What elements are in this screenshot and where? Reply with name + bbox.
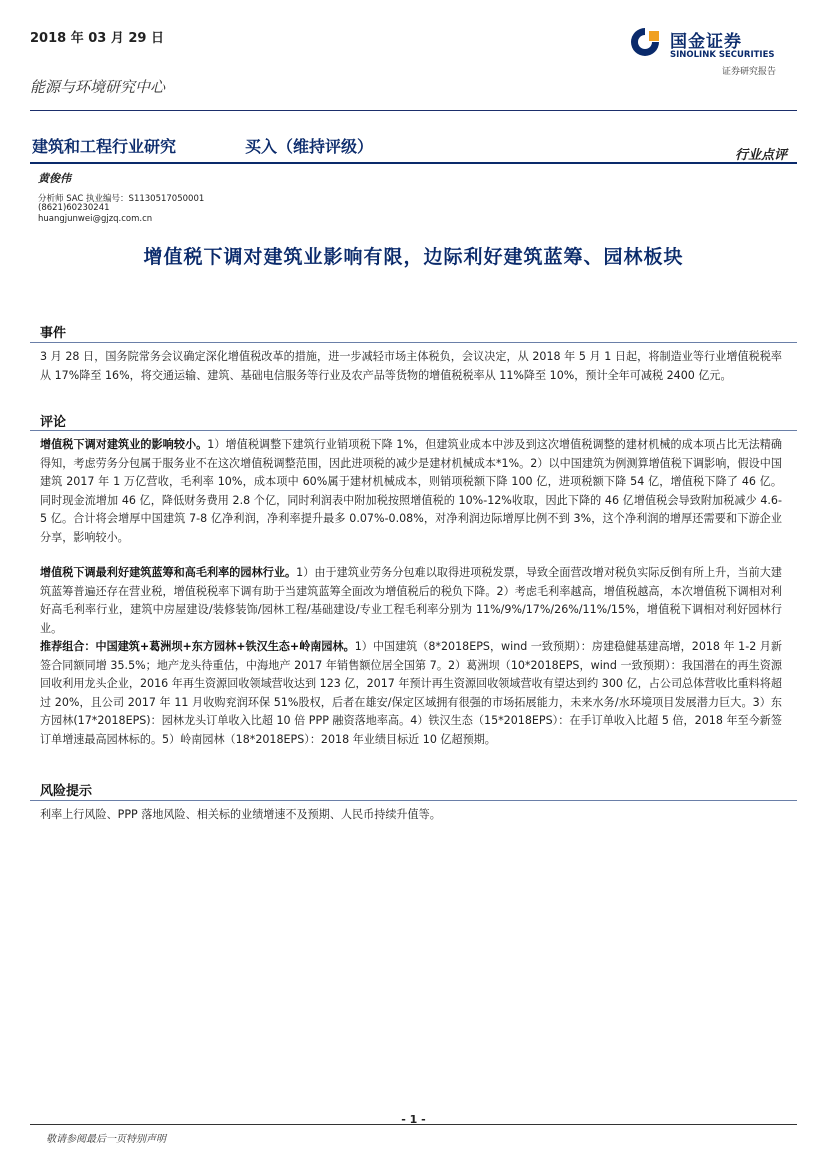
paragraph-1-lead: 增值税下调对建筑业的影响较小。 <box>40 438 208 451</box>
analyst-email: huangjunwei@gjzq.com.cn <box>38 214 153 224</box>
footer-disclaimer: 敬请参阅最后一页特别声明 <box>46 1134 166 1145</box>
comment-divider <box>30 430 797 431</box>
page-number: - 1 - <box>401 1113 426 1126</box>
report-title: 增值税下调对建筑业影响有限，边际利好建筑蓝筹、园林板块 <box>143 246 684 268</box>
footer-divider <box>30 1124 797 1125</box>
logo-subtitle: 证券研究报告 <box>722 67 777 77</box>
logo-en-name: SINOLINK SECURITIES <box>670 50 775 60</box>
analyst-name: 黄俊伟 <box>38 172 71 185</box>
paragraph-3-lead: 推荐组合：中国建筑+葛洲坝+东方园林+铁汉生态+岭南园林。 <box>40 640 355 653</box>
analyst-phone: (8621)60230241 <box>38 203 110 213</box>
event-heading: 事件 <box>40 326 67 341</box>
paragraph-1-text: 1）增值税调整下建筑行业销项税下降 1%，但建筑业成本中涉及到这次增值税调整的建材机械的成本项占比无法精确得知，考虑劳务分包属于服务业不在这次增值税调整范围，因此进项税的减少是建材机械成本*1%。2）以中国建筑为例测算增值税下调影响，假设中国建筑 2017 年 1 万亿营收，毛利率 10%，成本项中 60%属于建材机械成本，则销项税额下降 100 亿，进项税额下降 54 亿，增值税下降了 46 亿。同时现金流增加 46 亿，降低财务费用 2.8 个亿，同时利润表中附加税按照增值税的 10%-12%收取，因此下降的 46 亿增值税会导致附加税减少 4.6-5 亿。合计将会增厚中国建筑 7-8 亿净利润，净利率提升最多 0.07%-0.08%，对净利润边际增厚比例不到 3%，这个净利润的增厚还需要和下游企业分享，影响较小。 <box>40 438 782 544</box>
header-divider <box>30 110 797 111</box>
risk-heading: 风险提示 <box>40 784 93 799</box>
comment-paragraph-2 <box>40 564 782 638</box>
doc-type-label: 行业点评 <box>734 148 787 163</box>
headline-divider <box>30 162 797 164</box>
paragraph-2-lead: 增值税下调最利好建筑蓝筹和高毛利率的园林行业。 <box>40 566 297 579</box>
paragraph-2-text: 1）由于建筑业劳务分包难以取得进项税发票，导致全面营改增对税负实际反倒有所上升，当前大建筑蓝筹普遍还存在营业税，增值税税率下调有助于当建筑蓝筹全面改为增值税后的税负下降。2）考虑毛利率越高，增值税越高，本次增值税下调相对利好高毛利率行业，建筑中房屋建设/装修装饰/园林工程/基础建设/专业工程毛利率分别为 11%/9%/17%/26%/11%/15%，增值税下调相对利好园林行业。 <box>40 566 782 635</box>
research-department: 能源与环境研究中心 <box>30 78 166 96</box>
company-logo <box>630 22 790 82</box>
risk-divider <box>30 800 797 801</box>
logo-cn-name: 国金证券 <box>670 32 742 52</box>
sinolink-logo-icon <box>630 25 664 59</box>
comment-paragraph-3 <box>40 638 782 750</box>
rating-label: 买入（维持评级） <box>245 137 374 156</box>
event-divider <box>30 342 797 343</box>
analyst-license: 分析师 SAC 执业编号：S1130517050001 <box>38 194 205 204</box>
risk-paragraph: 利率上行风险、PPP 落地风险、相关标的业绩增速不及预期、人民币持续升值等。 <box>40 808 441 821</box>
paragraph-3-text: 1）中国建筑（8*2018EPS，wind 一致预期）：房建稳健基建高增，2018 年 1-2 月新签合同额同增 35.5%；地产龙头待重估，中海地产 2017 年销售额位居全国第 7。2）葛洲坝（10*2018EPS，wind 一致预期）：我国潜在的再生资源回收利用龙头企业，2016 年再生资源回收领域营收达到 123 亿，2017 年预计再生资源回收领域营收有望达到约 300 亿，占公司总体营收比重料将超过 20%，且公司 2017 年 11 月收购兖润环保 51%股权，后者在雄安/保定区域拥有很强的市场拓展能力，未来水务/水环境项目发展潜力巨大。3）东方园林(17*2018EPS)：园林龙头订单收入比超 10 倍 PPP 融资落地率高。4）铁汉生态（15*2018EPS）：在手订单收入比超 5 倍，2018 年至今新签订单增速最高园林标的。5）岭南园林（18*2018EPS）：2018 年业绩目标近 10 亿超预期。 <box>40 640 782 746</box>
headline-bar <box>30 130 797 163</box>
report-date: 2018 年 03 月 29 日 <box>30 31 164 46</box>
industry-label: 建筑和工程行业研究 <box>32 137 177 156</box>
event-paragraph: 3 月 28 日，国务院常务会议确定深化增值税改革的措施，进一步减轻市场主体税负，会议决定，从 2018 年 5 月 1 日起，将制造业等行业增值税税率从 17%降至 16%，将交通运输、建筑、基础电信服务等行业及农产品等货物的增值税税率从 11%降至 10%，预计全年可减税 2400 亿元。 <box>40 350 782 382</box>
comment-heading: 评论 <box>40 415 67 430</box>
comment-paragraph-1 <box>40 436 782 548</box>
